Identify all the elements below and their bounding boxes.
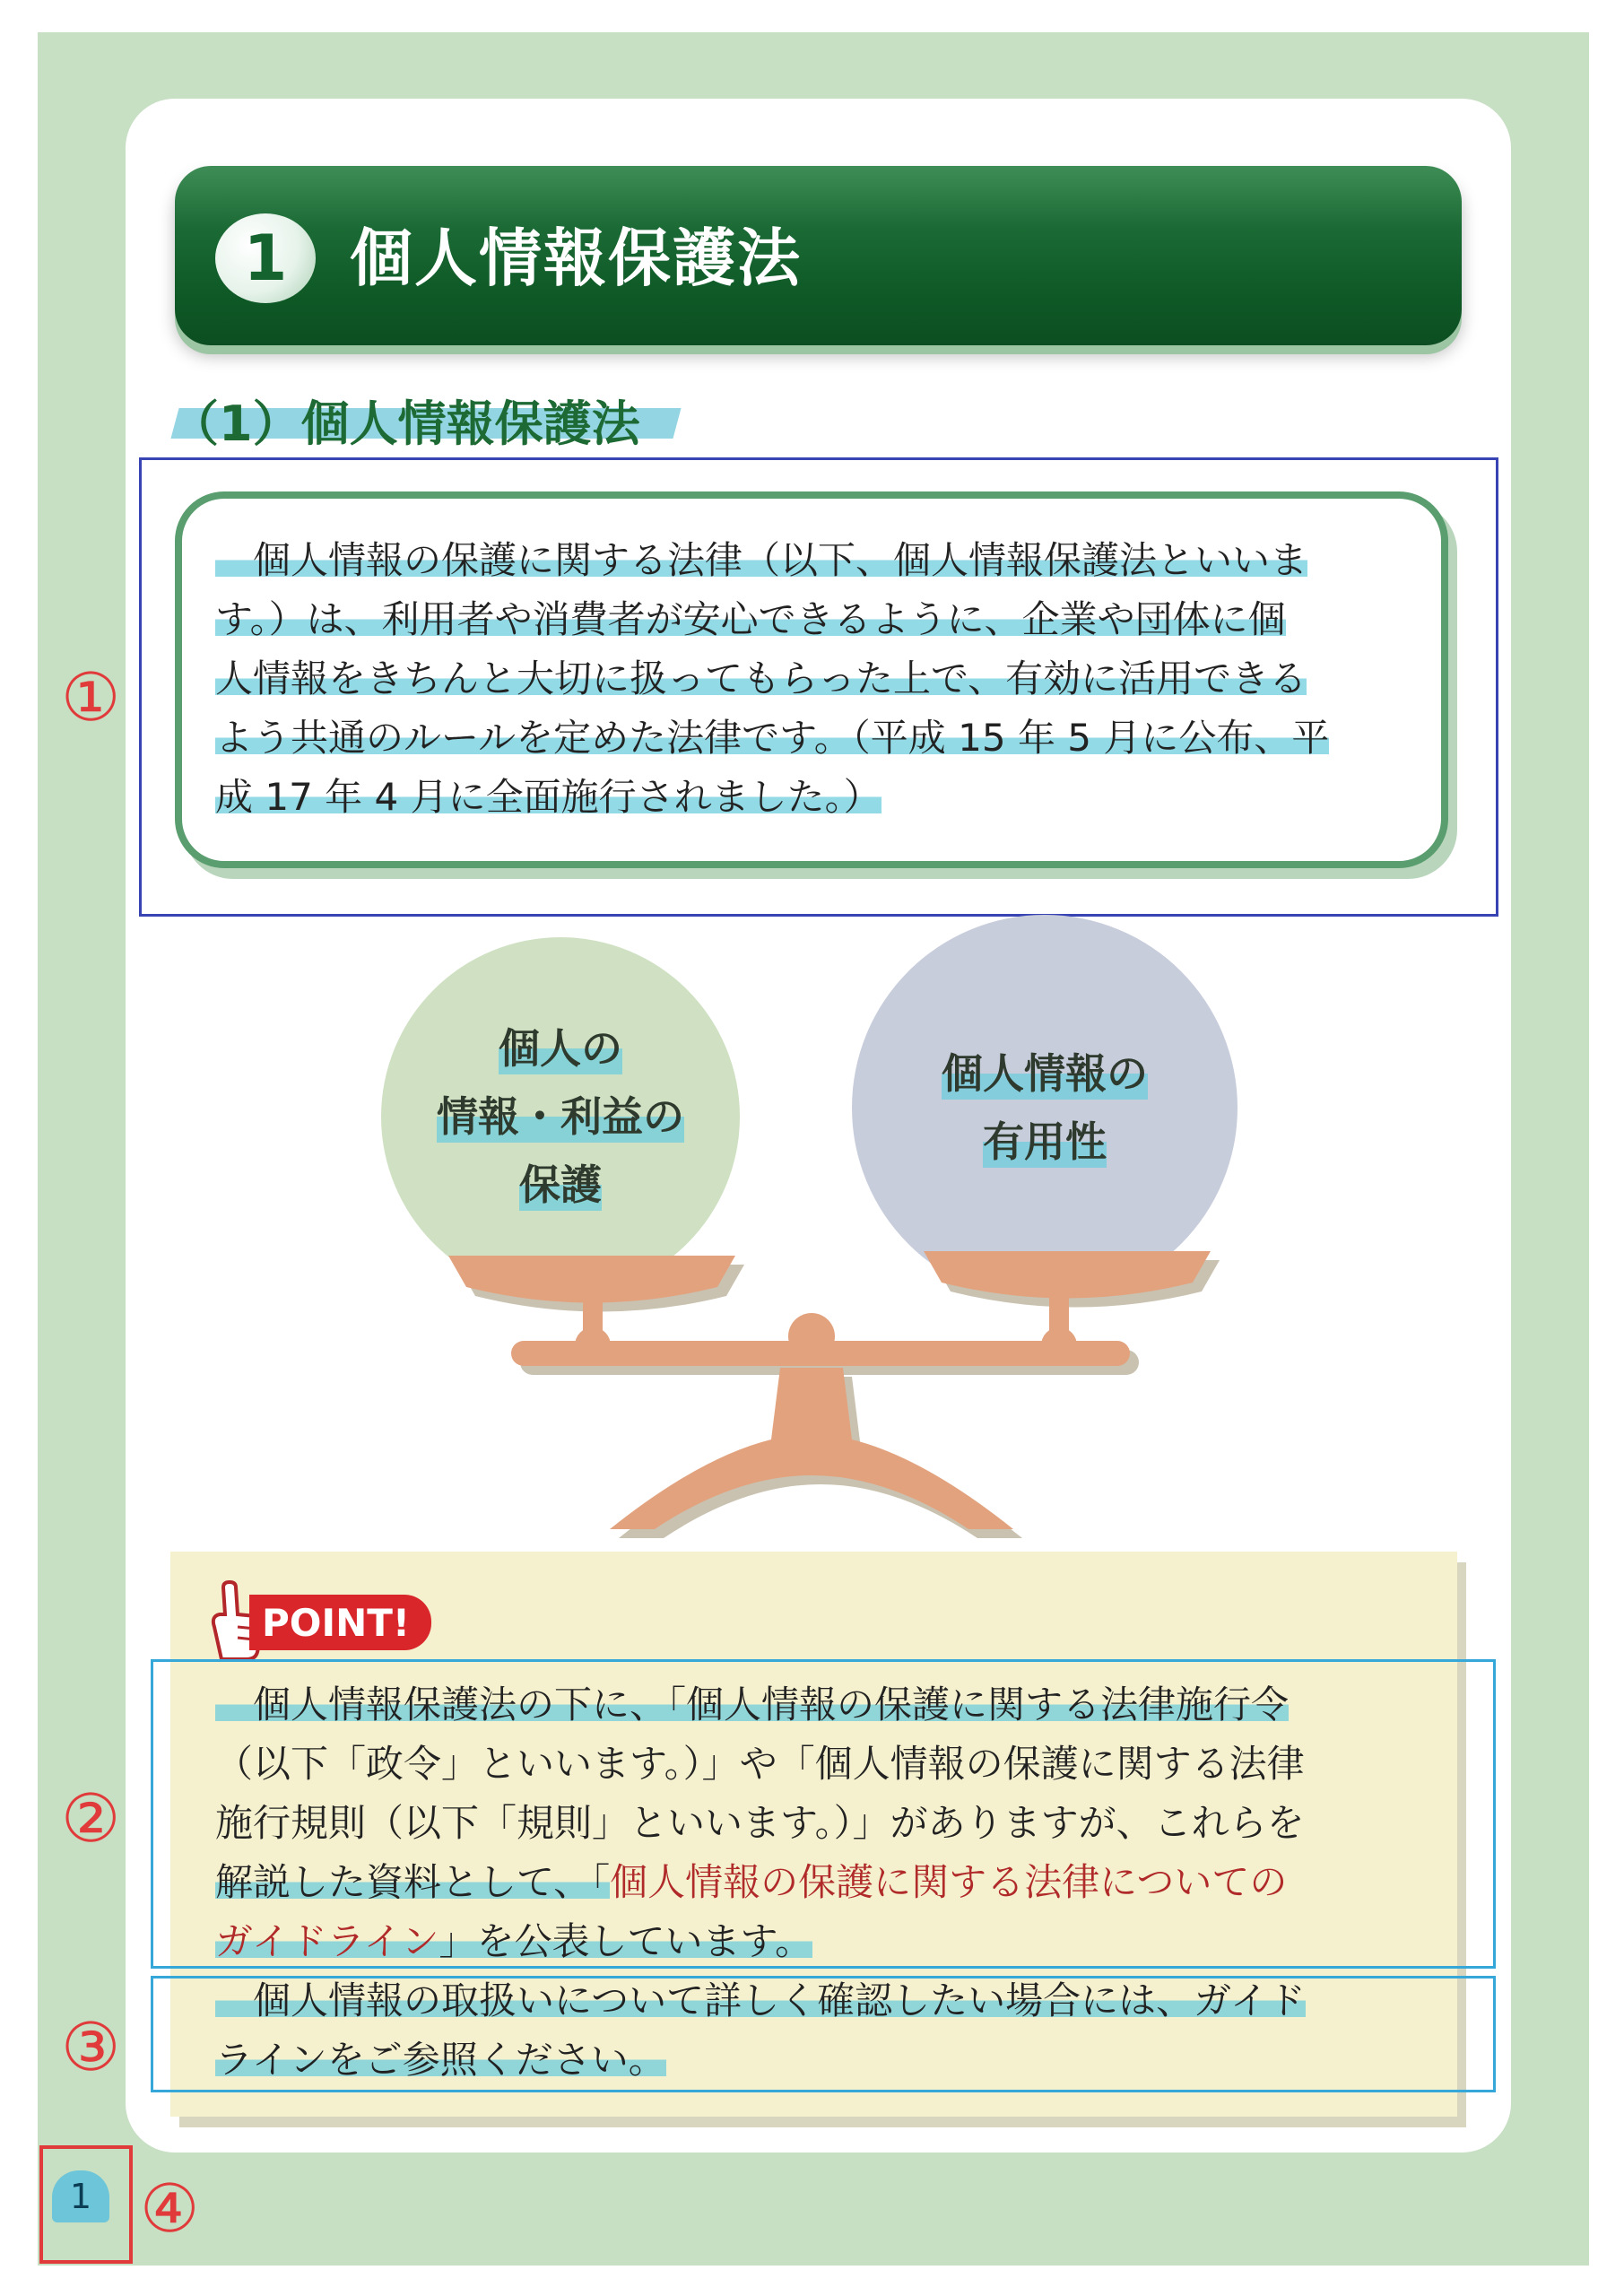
point-line: 解説した資料として、「 [215, 1860, 611, 1904]
point-line: ラインをご参照ください。 [215, 2038, 666, 2082]
balance-scale-icon [421, 1233, 1229, 1538]
intro-line: 個人情報の保護に関する法律（以下、個人情報保護法といいま [215, 538, 1308, 582]
point-line: 施行規則（以下「規則」といいます。）」がありますが、これらを [215, 1801, 1305, 1845]
intro-line: 成 17 年 4 月に全面施行されました。） [215, 775, 881, 819]
page-number: 1 [52, 2170, 109, 2222]
annotation-marker-4: ④ [140, 2170, 200, 2248]
circle-left-line: 情報・利益の [437, 1083, 684, 1151]
intro-line: す。）は、利用者や消費者が安心できるように、企業や団体に個 [215, 597, 1286, 641]
page-title: 個人情報保護法 [350, 222, 802, 295]
circle-left-line: 個人の [499, 1014, 622, 1083]
annotation-marker-3: ③ [61, 2009, 121, 2086]
point-line: 」を公表しています。 [439, 1919, 813, 1963]
intro-line: 人情報をきちんと大切に扱ってもらった上で、有効に活用できる [215, 657, 1307, 700]
annotation-marker-1: ① [61, 659, 121, 736]
point-line: 個人情報保護法の下に、「個人情報の保護に関する法律施行令 [215, 1683, 1290, 1726]
annotation-box-1 [139, 457, 1498, 917]
guideline-link[interactable]: ガイドライン [215, 1919, 439, 1963]
section-heading: （1）個人情報保護法 [170, 396, 640, 452]
point-badge: POINT! [249, 1595, 431, 1650]
guideline-link[interactable]: 個人情報の保護に関する法律についての [610, 1860, 1288, 1904]
point-line: （以下「政令」といいます。）」や「個人情報の保護に関する法律 [215, 1742, 1305, 1786]
annotation-box-3 [151, 1976, 1496, 2092]
annotation-box-2 [151, 1659, 1496, 1969]
intro-line: よう共通のルールを定めた法律です。（平成 15 年 5 月に公布、平 [215, 716, 1330, 760]
point-line: 個人情報の取扱いについて詳しく確認したい場合には、ガイド [215, 1979, 1306, 2022]
circle-right-line: 有用性 [983, 1108, 1107, 1176]
circle-left-line: 保護 [519, 1151, 602, 1219]
annotation-marker-2: ② [61, 1780, 121, 1857]
chapter-number: 1 [215, 213, 316, 303]
circle-right-line: 個人情報の [942, 1039, 1148, 1108]
